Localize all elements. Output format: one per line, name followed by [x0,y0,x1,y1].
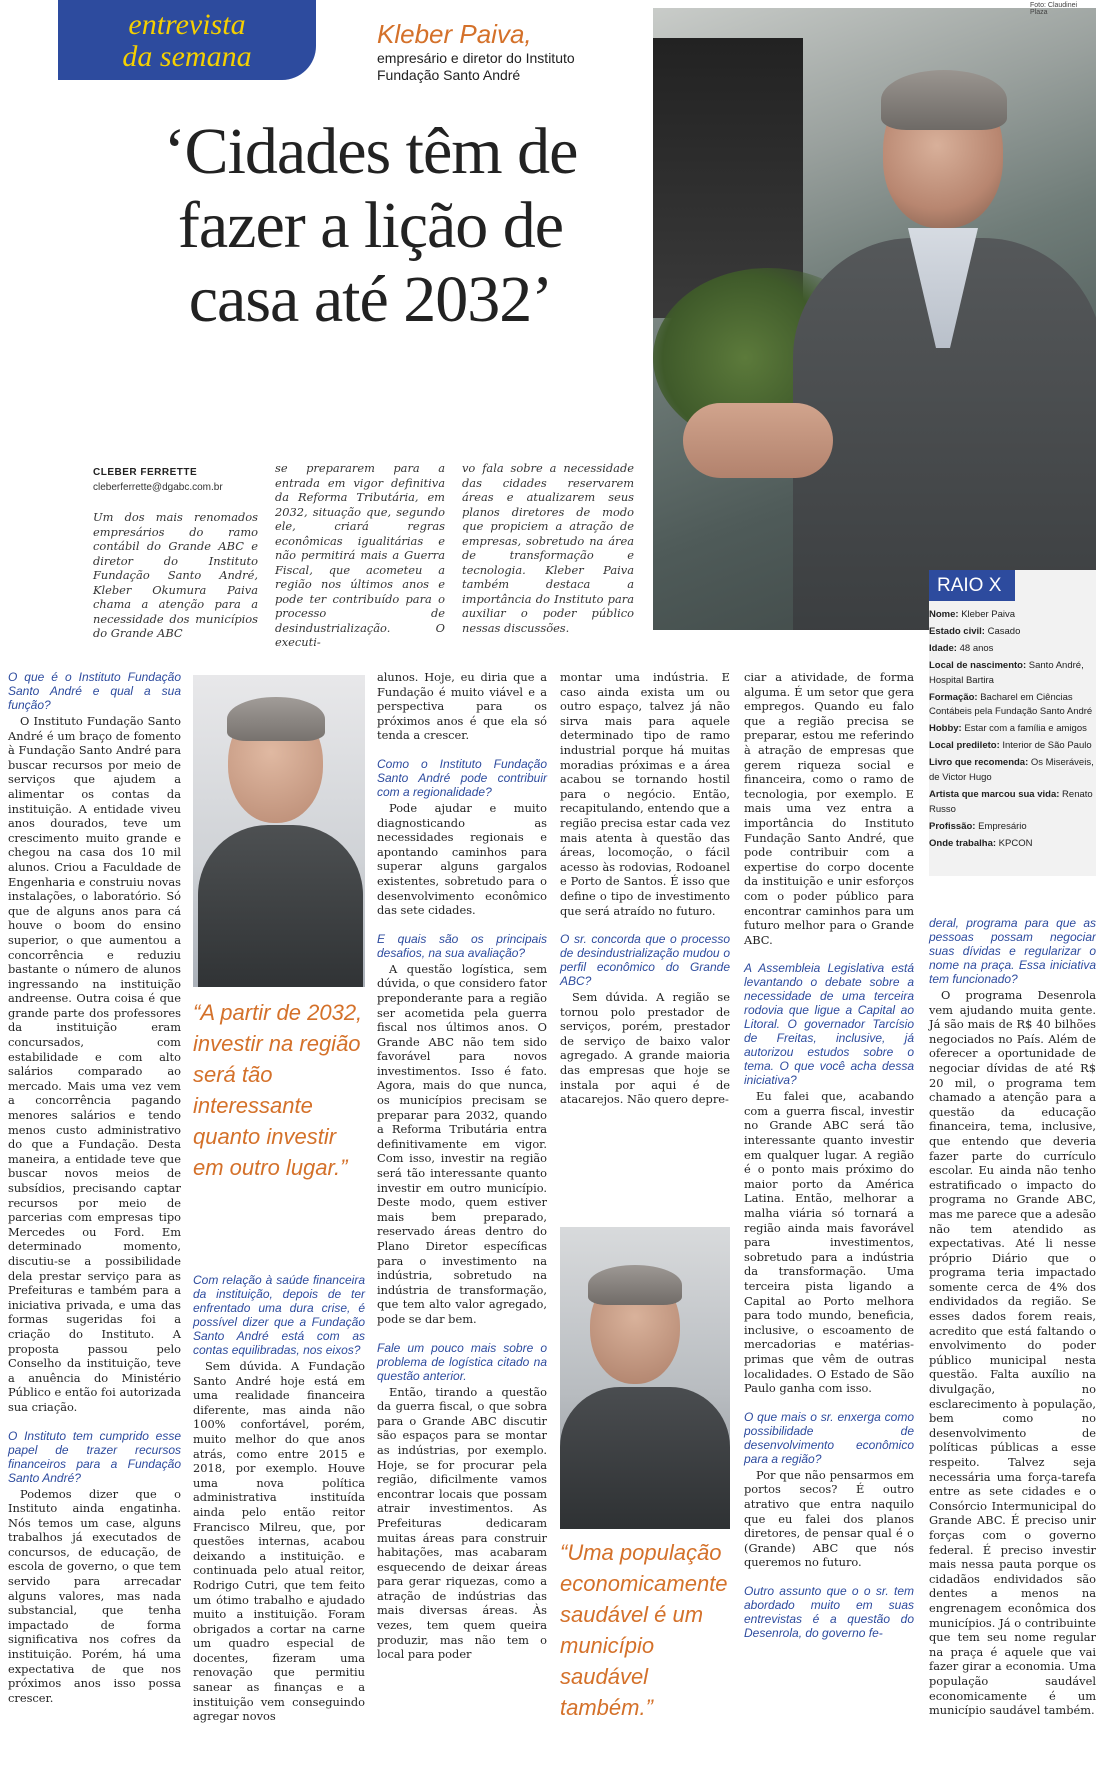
raio-x-label: Livro que recomenda: [929,757,1029,769]
raio-x-value: Santo André, Hospital Bartira [929,659,1084,686]
question-continued: deral, programa para que as pessoas possam negociar suas dívidas e regularizar o nome na praça. Essa iniciativa tem funcionado? [929,916,1096,986]
raio-x-item [929,625,1094,640]
question: O que mais o sr. enxerga como possibilidade de desenvolvimento econômico para a região? [744,1409,914,1466]
section-label-line2: da semana [122,40,252,73]
raio-x-value: Os Miseráveis, de Victor Hugo [929,757,1094,784]
answer-continued: alunos. Hoje, eu diria que a Fundação é muito viável e a perspectiva para os próximos anos é que ela só tenda a crescer. [377,670,547,743]
raio-x-value: Estar com a família e amigos [961,723,1087,735]
raio-x-item [929,788,1094,818]
body-column-3 [377,670,547,1662]
question: Como o Instituto Fundação Santo André pode contribuir com a regionalidade? [377,756,547,799]
body-column-2 [193,1273,365,1724]
answer: Eu falei que, acabando com a guerra fiscal, investir no Grande ABC será tão interessante quanto investir em qualquer lugar. A região é o ponto mais próximo do maior porto da América Latina. Então, melhorar a malha viária só tornará a região ainda mais favorável para investimentos, sobretudo para a indústria da transformação. Uma terceira pista ligando a Capital ao Porto melhora para todo mundo, beneficia, inclusive, o escoamento de mercadorias e matérias-primas que vêm de outras localidades. O Estado de São Paulo ganha com isso. [744,1089,914,1396]
answer: O programa Desenrola vem ajudando muita gente. Já são mais de R$ 40 bilhões negociados no País. Além de oferecer a oportunidade de negociar dívidas de até R$ 20 mil, o programa tem chamado a atenção para a questão da educação financeira, tema, inclusive, que entendo que deveria fazer parte do currículo escolar. Eu ainda não tenho estratificado o impacto do programa no Grande ABC, mas me parece que a adesão não tem atendido as expectativas. Até li nesse próprio Diário que o programa teria impactado somente cerca de 4% dos endividados da região. Se esses dados forem reais, acredito que está faltando o envolvimento do poder público municipal nesta questão. Falta auxílio na divulgação, no esclarecimento à população, bem como no desenvolvimento de políticas públicas a esse respeito. Talvez seja necessária uma força-tarefa entre as sete cidades e o Consórcio Intermunicipal do Grande ABC. É preciso unir forças com o governo federal. É preciso investir mais nessa pauta porque os cidadãos endividados são dentes a menos na engrenagem econômica dos municípios. Já o contribuinte que tem seu nome regular na praça é aquele que vai fazer girar a economia. Uma população saudável economicamente é um município saudável também. [929,988,1096,1718]
byline-email: cleberferrette@dgabc.com.br [93,482,223,493]
body-column-1 [8,670,181,1705]
raio-x-value: KPCON [996,837,1033,849]
main-photo [653,8,1096,630]
lead-col-1: Um dos mais renomados empresários do ramo contábil do Grande ABC e diretor do Instituto Fundação Santo André, Kleber Okumura Paiva chama a atenção para a necessidade dos municípios do Grande ABC [93,510,258,640]
answer-continued: ciar a atividade, de forma alguma. É um setor que gera empregos. Quando eu falo que a região precisa se preparar, estou me referindo à atração de empresas que gerem riqueza social e financeira, como o ramo de tecnologia, por exemplo. E mais uma vez entra a importância do Instituto Fundação Santo André, que pode contribuir com a expertise do corpo docente da instituição e unir esforços com o poder público para encontrar caminhos para um futuro melhor para o Grande ABC. [744,670,914,947]
question: Outro assunto que o o sr. tem abordado muito em suas entrevistas é a questão do Desenrola, do governo fe- [744,1583,914,1640]
portrait-photo-smiling [193,675,365,987]
lead-col-3: vo fala sobre a necessidade das cidades reservarem áreas e atualizarem seus planos diretores de modo que propiciem a atração de empresas, sobretudo na área de transformação e tecnologia. Kleber Paiva também destaca a importância do Instituto para auxiliar o poder público nessas discussões. [462,461,634,635]
raio-x-label: Local predileto: [929,740,1000,752]
question: Com relação à saúde financeira da instituição, depois de ter enfrentado uma dura crise, é possível dizer que a Fundação Santo André está com as contas equilibradas, nos eixos? [193,1273,365,1357]
raio-x-item [929,642,1094,657]
body-column-6 [929,916,1096,1718]
question: O sr. concorda que o processo de desindustrialização mudou o perfil econômico do Grande ABC? [560,932,730,989]
raio-x-title: RAIO X [929,570,1015,601]
question: Fale um pouco mais sobre o problema de logística citado na questão anterior. [377,1340,547,1383]
question: O Instituto tem cumprido esse papel de trazer recursos financeiros para a Fundação Santo André? [8,1428,181,1485]
raio-x-value: Renato Russo [929,788,1093,815]
pull-quote-1: “A partir de 2032, investir na região será tão interessante quanto investir em outro lugar.” [193,1000,363,1180]
raio-x-label: Idade: [929,642,957,654]
raio-x-item [929,756,1094,786]
question: O que é o Instituto Fundação Santo André e qual a sua função? [8,670,181,712]
raio-x-item [929,722,1094,737]
raio-x-value: Bacharel em Ciências Contábeis pela Fundação Santo André [929,691,1093,718]
interviewee-name: Kleber Paiva, [377,19,532,49]
answer: Por que não pensarmos em portos secos? É outro atrativo que entra naquilo que eu falei dos planos diretores, de pensar qual é o (Grande) ABC que nós queremos no futuro. [744,1467,914,1570]
raio-x-list [929,608,1094,854]
raio-x-label: Formação: [929,691,978,703]
raio-x-label: Profissão: [929,820,976,832]
question: E quais são os principais desafios, na sua avaliação? [377,931,547,960]
raio-x-value: Interior de São Paulo [999,740,1092,752]
raio-x-value: Kleber Paiva [958,609,1016,620]
raio-x-label: Local de nascimento: [929,659,1027,671]
answer: A questão logística, sem dúvida, o que considero fator preponderante para a região ser acometida pela guerra fiscal nos últimos anos. O Grande ABC não tem sido favorável para novos investimentos. Isso é fato. Agora, mais do que nunca, os municípios precisam se preparar para 2032, quando a Reforma Tributária entra definitivamente em vigor. Com isso, investir na região será tão interessante quanto investir em outro município. Deste modo, quem estiver mais bem preparado, reservado áreas dentro do Plano Diretor específicas para o investimento na indústria, sobretudo na indústria de transformação, que tem alto valor agregado, pode se dar bem. [377,961,547,1326]
answer: O Instituto Fundação Santo André é um braço de fomento à Fundação Santo André para buscar recursos por meio de serviços que ajudem a alimentar os contas da instituição. A entidade viveu anos dourados, teve um crescimento muito grande e chegou na casa dos 10 mil alunos. Criou a Faculdade de Engenharia e construiu novas instalações, o laboratório. Só que de alguns anos para cá houve o boom do ensino superior, o que aumentou a concorrência e reduziu bastante o número de alunos ingressando na instituição andreense. Outra coisa é que grande parte dos professores da instituição eram concursados, com estabilidade e com alto salários comparado ao mercado. Mais uma vez vem a concorrência pagando menores salários e tendo menos custo administrativo do que a Fundação. Desta maneira, a entidade teve que buscar novos meios de subsídios, precisando captar recursos por meio de parcerias com empresas tipo Mercedes ou Ford. Em determinado momento, discutiu-se a possibilidade dela prestar serviço para as Prefeituras e também para a iniciativa privada, e uma das formas sugeridas foi a criação do Instituto. A proposta passou pelo Conselho da instituição, teve a anuência do Ministério Público e então foi autorizada sua criação. [8,714,181,1414]
interviewee-role: empresário e diretor do Instituto Fundação Santo André [377,50,575,83]
headline: ‘Cidades têm de fazer a lição de casa até 2032’ [163,115,578,336]
answer: Então, tirando a questão da guerra fiscal, o que sobra para o Grande ABC discutir são espaços para se montar as indústrias, por exemplo. Hoje, se for procurar pela região, dificilmente vamos encontrar locais que possam atrair investimentos. As Prefeituras dedicaram muitas áreas para construir habitações, mas acabaram esquecendo de deixar áreas para gerar riquezas, como a atração de indústrias das mais diversas áreas. Às vezes, tem quem queira produzir, mas não tem o local para poder [377,1384,547,1662]
raio-x-label: Artista que marcou sua vida: [929,788,1060,800]
raio-x-item [929,837,1094,852]
byline-author: CLEBER FERRETTE [93,467,198,478]
portrait-photo-serious [560,1227,730,1529]
pull-quote-2: “Uma população economicamente saudável é um município saudável também.” [560,1540,728,1720]
body-column-4 [560,670,730,1107]
photo-credit: Foto: Claudinei Plaza [1030,2,1078,16]
question: A Assembleia Legislativa está levantando o debate sobre a necessidade de uma terceira rodovia que ligue a Capital ao Litoral. O governador Tarcísio de Freitas, inclusive, já autorizou estudos sobre o tema. O que você acha dessa iniciativa? [744,961,914,1088]
section-badge [58,0,316,80]
answer: Sem dúvida. A Fundação Santo André hoje está em uma realidade financeira diferente, mas ainda não 100% confortável, porém, muito melhor do que anos atrás, como entre 2015 e 2018, por exemplo. Houve uma nova política administrativa instituída ainda pelo então reitor Francisco Milreu, que, por questões internas, acabou deixando a instituição. e continuada pelo atual reitor, Rodrigo Cutri, que tem feito um ótimo trabalho e ajudado muito a instituição. Foram obrigados a cortar na carne um quadro especial de docentes, fizeram uma renovação que permitiu sanear as finanças e a instituição vem conseguindo agregar novos [193,1359,365,1724]
raio-x-value: 48 anos [956,642,994,654]
raio-x-item [929,659,1094,689]
raio-x-item [929,691,1094,721]
lead-col-2: se prepararem para a entrada em vigor definitiva da Reforma Tributária, em 2032, situação que, segundo ele, criará regras econômicas igualitárias e não permitirá mais a Guerra Fiscal, que acometeu a região nos últimos anos e pode ter contribuído para o processo de desindustrialização. O executi- [275,461,445,649]
raio-x-value: Casado [984,625,1021,637]
raio-x-value: Empresário [975,820,1027,832]
answer: Pode ajudar e muito diagnosticando as necessidades regionais e apontando caminhos para superar alguns gargalos existentes, sobretudo para o desenvolvimento econômico das sete cidades. [377,800,547,918]
raio-x-label: Onde trabalha: [929,837,997,849]
raio-x-label: Estado civil: [929,625,985,637]
raio-x-label: Hobby: [929,723,962,735]
raio-x-item [929,820,1094,835]
answer: Sem dúvida. A região se tornou polo prestador de serviços, porém, prestador de serviço de baixo valor agregado. A grande maioria das empresas que hoje se instala por aqui é de atacarejos. Não quero depre- [560,990,730,1107]
body-column-5 [744,670,914,1642]
raio-x-item [929,739,1094,754]
raio-x-label: Nome: [929,609,959,620]
answer: Podemos dizer que o Instituto ainda engatinha. Nós temos um case, alguns trabalhos já executados de concursos, de educação, de escola de governo, o que tem servido para arrecadar alguns valores, mas nada substancial, que tenha impactado de forma significativa nos cofres da instituição. Porém, há uma expectativa de que nos próximos anos isso possa crescer. [8,1486,181,1705]
raio-x-item [929,608,1094,623]
section-label-line1: entrevista [128,8,246,41]
answer-continued: montar uma indústria. E caso ainda exista um ou outro espaço, talvez já não sirva mais para aquele determinado tipo de ramo industrial porque há muitas moradias próximas e a área acabou se tornando hostil para o negócio. Então, recapitulando, entendo que a região precisa estar cada vez mais atenta à questão das áreas, locomoção, o fácil acesso às rodovias, Rodoanel e Porto de Santos. É isso que define o tipo de investimento que será atraído no futuro. [560,670,730,918]
